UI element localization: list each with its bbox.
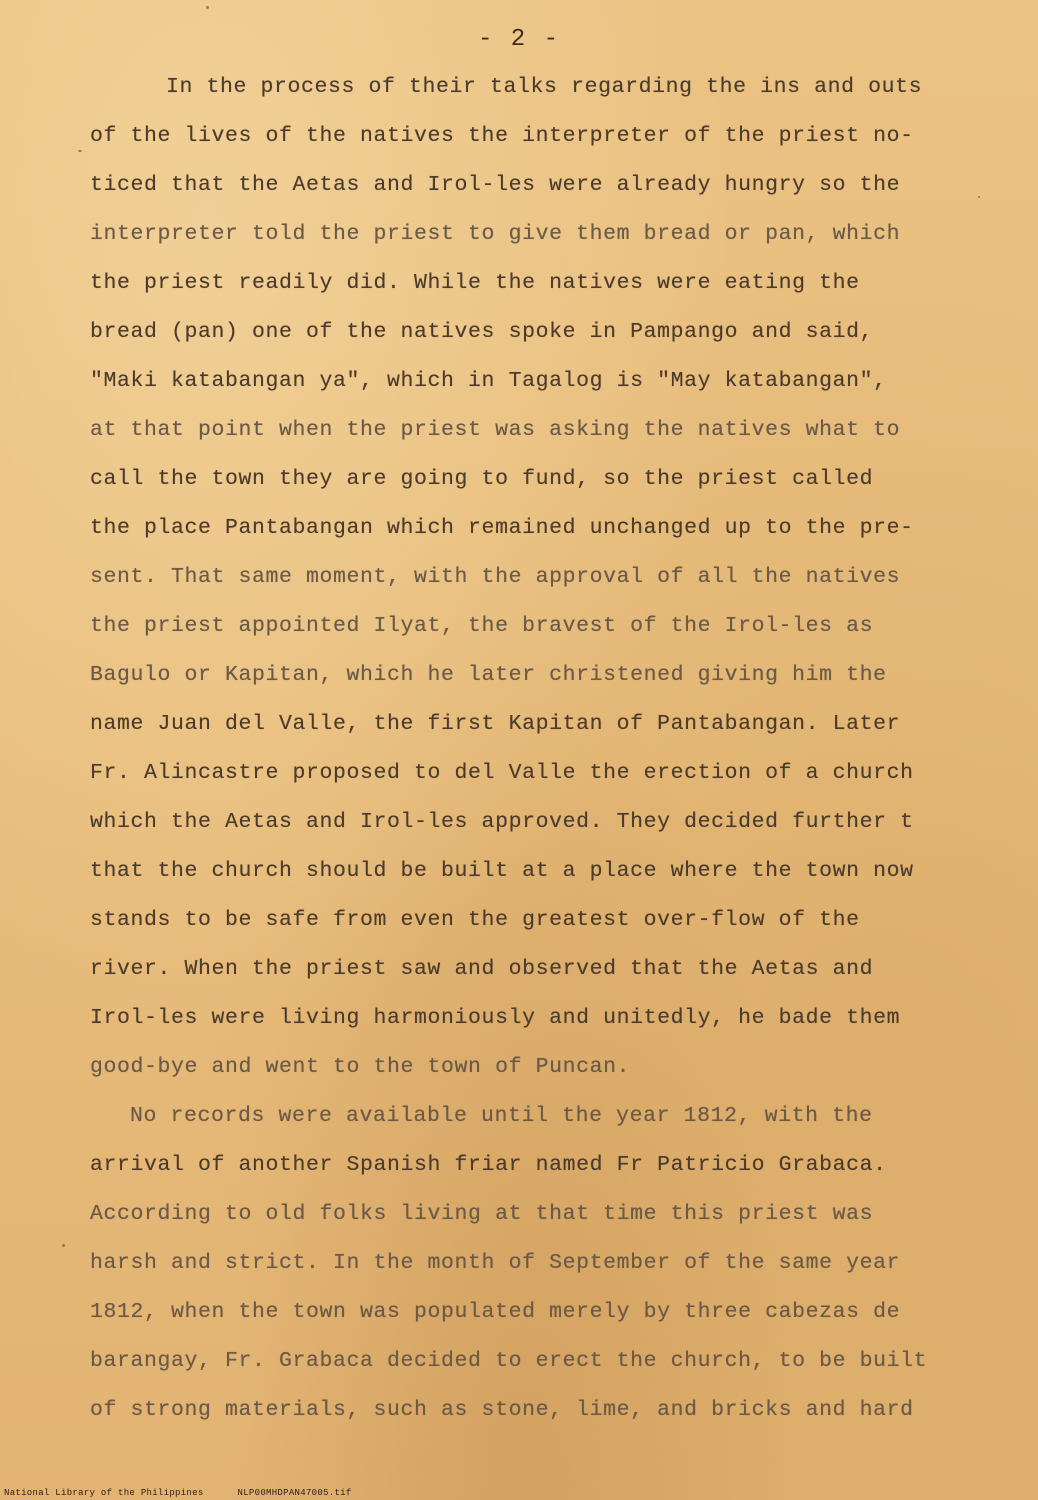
text-line-24: According to old folks living at that time this priest was (90, 1202, 874, 1226)
text-line-8: at that point when the priest was asking the natives what to (90, 418, 901, 442)
text-line-11: sent. That same moment, with the approval of all the natives (90, 565, 901, 589)
text-line-10: the place Pantabangan which remained unchanged up to the pre- (90, 516, 914, 540)
text-line-13: Bagulo or Kapitan, which he later christened giving him the (90, 663, 887, 687)
paper-speck (206, 6, 209, 9)
text-line-4: interpreter told the priest to give them bread or pan, which (90, 222, 901, 246)
paper-speck (978, 196, 980, 198)
text-line-12: the priest appointed Ilyat, the bravest of the Irol-les as (90, 614, 874, 638)
text-line-5: the priest readily did. While the natives were eating the (90, 271, 860, 295)
text-line-9: call the town they are going to fund, so the priest called (90, 467, 874, 491)
text-line-15: Fr. Alincastre proposed to del Valle the erection of a church (90, 761, 914, 785)
text-line-22: No records were available until the year 1812, with the (130, 1104, 873, 1128)
text-line-7: "Maki katabangan ya", which in Tagalog is "May katabangan", (90, 369, 887, 393)
text-line-23: arrival of another Spanish friar named Fr Patricio Grabaca. (90, 1153, 887, 1177)
text-line-25: harsh and strict. In the month of September of the same year (90, 1251, 901, 1275)
paper-speck (62, 1244, 65, 1247)
page-number: - 2 - (477, 26, 560, 53)
text-line-3: ticed that the Aetas and Irol-les were already hungry so the (90, 173, 901, 197)
text-line-1: In the process of their talks regarding the ins and outs (166, 75, 923, 99)
text-line-16: which the Aetas and Irol-les approved. They decided further t (90, 810, 914, 834)
scan-footer (4, 1488, 386, 1498)
text-line-6: bread (pan) one of the natives spoke in Pampango and said, (90, 320, 874, 344)
text-line-21: good-bye and went to the town of Puncan. (90, 1055, 631, 1079)
text-line-2: of the lives of the natives the interpreter of the priest no- (90, 124, 914, 148)
text-line-26: 1812, when the town was populated merely by three cabezas de (90, 1300, 901, 1324)
text-line-14: name Juan del Valle, the first Kapitan of Pantabangan. Later (90, 712, 901, 736)
paper-speck (78, 150, 82, 152)
text-line-27: barangay, Fr. Grabaca decided to erect the church, to be built (90, 1349, 928, 1373)
text-line-19: river. When the priest saw and observed that the Aetas and (90, 957, 874, 981)
text-line-18: stands to be safe from even the greatest over-flow of the (90, 908, 860, 932)
footer-library: National Library of the Philippines (4, 1488, 204, 1498)
footer-filename: NLP00MHDPAN47005.tif (237, 1488, 352, 1498)
text-line-28: of strong materials, such as stone, lime, and bricks and hard (90, 1398, 914, 1422)
text-line-17: that the church should be built at a place where the town now (90, 859, 914, 883)
text-line-20: Irol-les were living harmoniously and unitedly, he bade them (90, 1006, 901, 1030)
